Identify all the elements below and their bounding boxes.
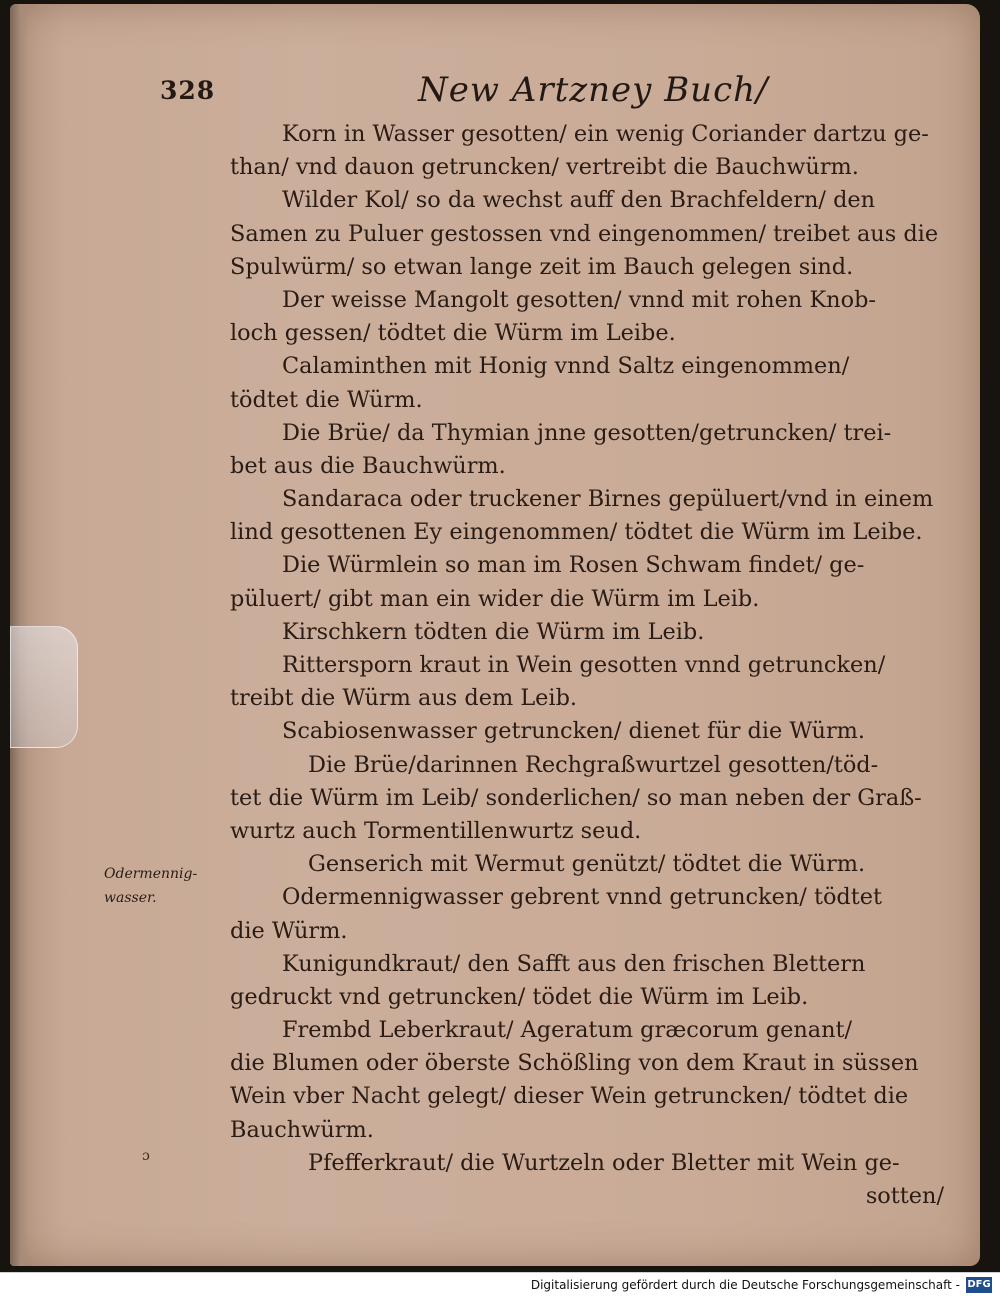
text-line: die Blumen oder öberste Schößling von dem Kraut in süssen: [230, 1050, 919, 1077]
text-line: Die Brüe/darinnen Rechgraßwurtzel gesotten/töd-: [308, 751, 879, 778]
text-line: Genserich mit Wermut genützt/ tödtet die Würm.: [308, 851, 866, 878]
page-header: [160, 70, 940, 114]
text-line: Sandaraca oder truckener Birnes gepüluert/vnd in einem: [282, 486, 934, 513]
text-line: Kunigundkraut/ den Safft aus den frischen Blettern: [282, 950, 866, 977]
text-line: die Würm.: [230, 917, 348, 944]
footer-credit: Digitalisierung gefördert durch die Deutsche Forschungsgemeinschaft -: [530, 1278, 960, 1292]
text-line: wurtz auch Tormentillenwurtz seud.: [230, 817, 642, 844]
running-head: New Artzney Buch/: [418, 70, 769, 110]
text-line: Spulwürm/ so etwan lange zeit im Bauch gelegen sind.: [230, 253, 854, 280]
text-line: bet aus die Bauchwürm.: [230, 452, 506, 479]
text-line: Samen zu Puluer gestossen vnd eingenommen/ treibet aus die: [230, 220, 939, 247]
text-line: tödtet die Würm.: [230, 386, 423, 413]
text-line: Bauchwürm.: [230, 1116, 374, 1143]
text-line: sotten/: [865, 1183, 944, 1209]
text-line: loch gessen/ tödtet die Würm im Leibe.: [230, 320, 676, 347]
corner-mark: ɔ: [142, 1148, 150, 1164]
text-line: Korn in Wasser gesotten/ ein wenig Coriander dartzu ge-: [282, 121, 929, 147]
text-line: Wein vber Nacht gelegt/ dieser Wein getruncken/ tödtet die: [230, 1083, 909, 1110]
text-line: Die Brüe/ da Thymian jnne gesotten/getruncken/ trei-: [282, 419, 892, 446]
text-line: than/ vnd dauon getruncken/ vertreibt die Bauchwürm.: [230, 154, 859, 181]
margin-note-line: wasser.: [104, 890, 157, 906]
text-line: Kirschkern tödten die Würm im Leib.: [282, 618, 705, 645]
page-number: 328: [160, 76, 216, 105]
dfg-logo: DFG: [966, 1277, 992, 1293]
text-line: püluert/ gibt man ein wider die Würm im Leib.: [230, 585, 760, 612]
text-line: Scabiosenwasser getruncken/ dienet für die Würm.: [282, 718, 865, 745]
margin-note: [104, 862, 244, 910]
body-text: [230, 118, 950, 1213]
text-line: Rittersporn kraut in Wein gesotten vnnd getruncken/: [282, 652, 886, 678]
page-clip: [10, 626, 78, 748]
text-line: Der weisse Mangolt gesotten/ vnnd mit rohen Knob-: [282, 286, 876, 313]
text-line: Frembd Leberkraut/ Ageratum græcorum genant/: [282, 1017, 853, 1044]
text-line: lind gesottenen Ey eingenommen/ tödtet die Würm im Leibe.: [230, 519, 923, 546]
footer-bar: [0, 1272, 1000, 1299]
text-line: Odermennigwasser gebrent vnnd getruncken/ tödtet: [282, 884, 882, 911]
margin-note-line: Odermennig-: [104, 866, 198, 882]
text-line: tet die Würm im Leib/ sonderlichen/ so man neben der Graß-: [230, 784, 922, 811]
text-line: treibt die Würm aus dem Leib.: [230, 685, 578, 712]
text-line: Wilder Kol/ so da wechst auff den Brachfeldern/ den: [282, 187, 876, 214]
text-line: Die Würmlein so man im Rosen Schwam findet/ ge-: [282, 552, 865, 579]
text-line: Pfefferkraut/ die Wurtzeln oder Bletter mit Wein ge-: [308, 1149, 900, 1176]
text-line: gedruckt vnd getruncken/ tödet die Würm im Leib.: [230, 983, 809, 1010]
text-line: Calaminthen mit Honig vnnd Saltz eingenommen/: [282, 353, 850, 380]
